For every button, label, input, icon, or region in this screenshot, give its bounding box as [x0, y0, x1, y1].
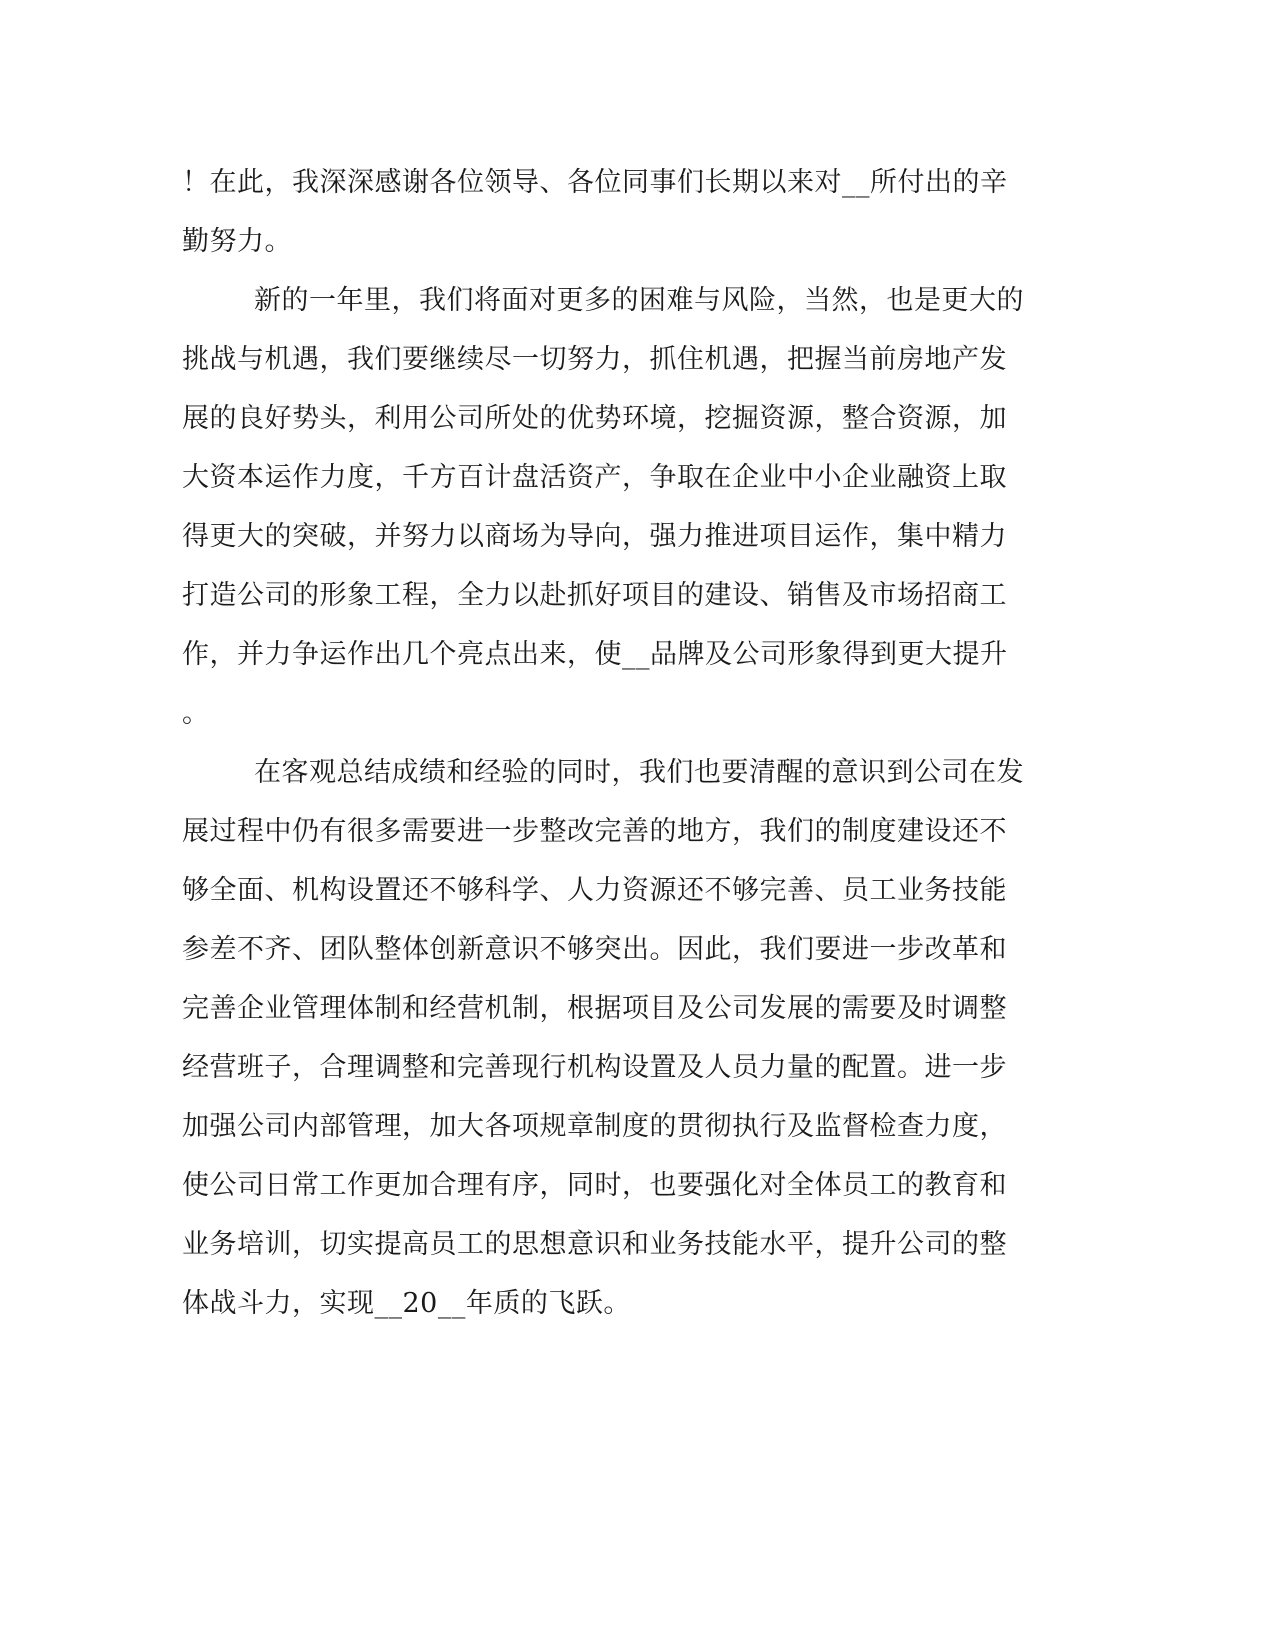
text-line: 使公司日常工作更加合理有序，同时，也要强化对全体员工的教育和 — [182, 1170, 1007, 1201]
text-line: 打造公司的形象工程，全力以赴抓好项目的建设、销售及市场招商工 — [182, 580, 1007, 611]
paragraph-first-line: 在客观总结成绩和经验的同时，我们也要清醒的意识到公司在发 — [254, 757, 1024, 788]
text-line: 加强公司内部管理，加大各项规章制度的贯彻执行及监督检查力度， — [182, 1111, 1007, 1142]
text-line: 大资本运作力度，千方百计盘活资产，争取在企业中小企业融资上取 — [182, 462, 1007, 493]
text-line: 经营班子，合理调整和完善现行机构设置及人员力量的配置。进一步 — [182, 1052, 1007, 1083]
paragraph-first-line: 新的一年里，我们将面对更多的困难与风险，当然，也是更大的 — [254, 285, 1024, 316]
text-line: 体战斗力，实现__20__年质的飞跃。 — [182, 1288, 631, 1319]
text-line: 业务培训，切实提高员工的思想意识和业务技能水平，提升公司的整 — [182, 1229, 1007, 1260]
text-line: 够全面、机构设置还不够科学、人力资源还不够完善、员工业务技能 — [182, 875, 1007, 906]
text-line: 得更大的突破，并努力以商场为导向，强力推进项目运作，集中精力 — [182, 521, 1007, 552]
text-line: 完善企业管理体制和经营机制，根据项目及公司发展的需要及时调整 — [182, 993, 1007, 1024]
text-line: 挑战与机遇，我们要继续尽一切努力，抓住机遇，把握当前房地产发 — [182, 344, 1007, 375]
text-line: 参差不齐、团队整体创新意识不够突出。因此，我们要进一步改革和 — [182, 934, 1007, 965]
text-line: 勤努力。 — [182, 226, 292, 257]
document-body — [182, 153, 1042, 1333]
text-line: 展过程中仍有很多需要进一步整改完善的地方，我们的制度建设还不 — [182, 816, 1007, 847]
text-line: ！在此，我深深感谢各位领导、各位同事们长期以来对__所付出的辛 — [182, 167, 1008, 198]
text-line: 作，并力争运作出几个亮点出来，使__品牌及公司形象得到更大提升 — [182, 639, 1008, 670]
text-line: 展的良好势头，利用公司所处的优势环境，挖掘资源，整合资源，加 — [182, 403, 1007, 434]
text-line: 。 — [182, 698, 210, 729]
